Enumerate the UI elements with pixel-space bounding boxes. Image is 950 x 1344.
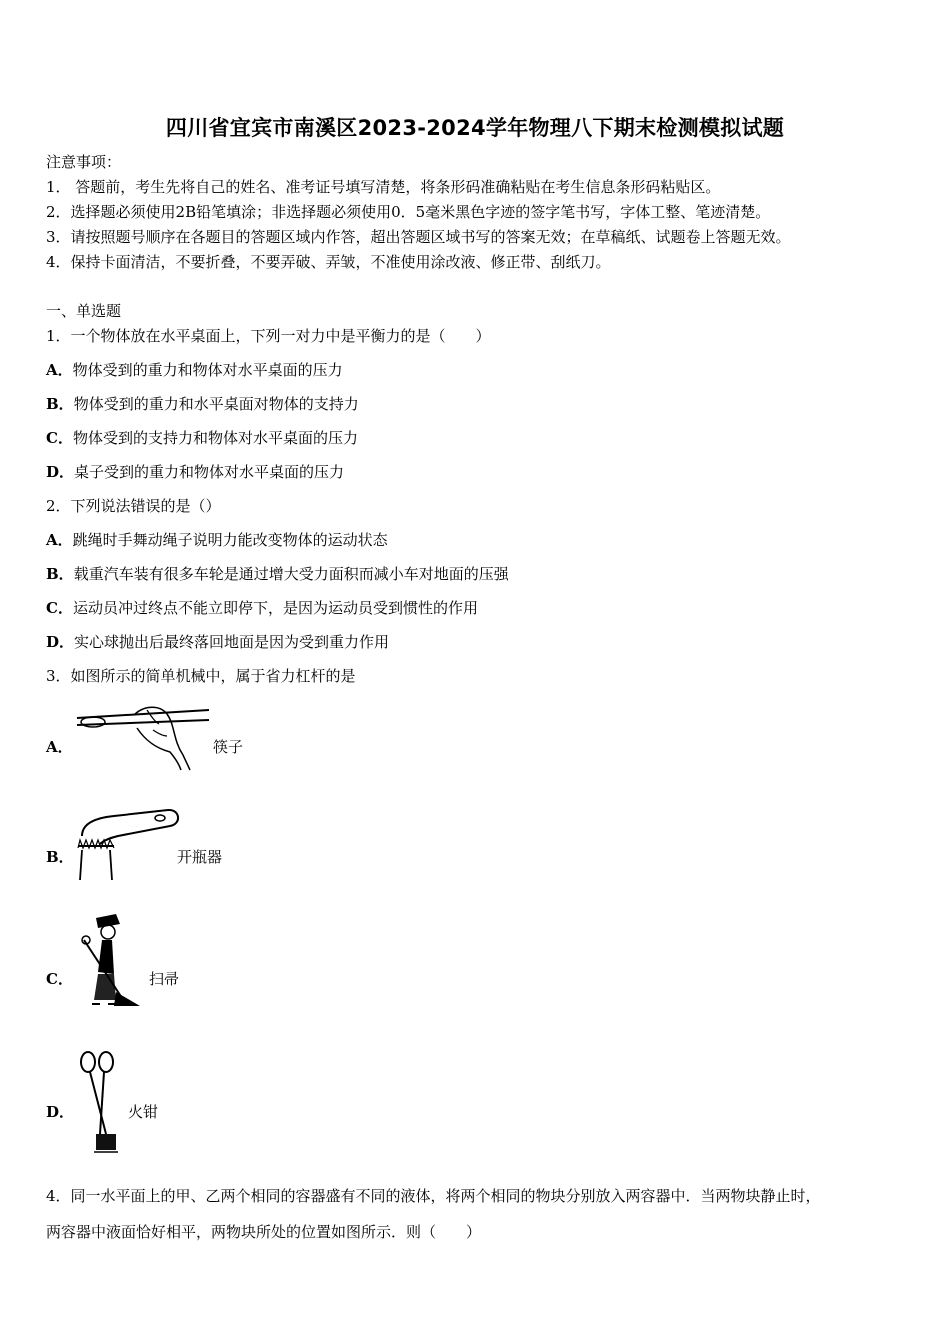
question-1-stem: 1．一个物体放在水平桌面上，下列一对力中是平衡力的是（ ） [46, 327, 491, 345]
option-label: A． [46, 531, 73, 549]
question-3-option-b-text: 开瓶器 [177, 848, 223, 866]
question-2-option-a [46, 529, 388, 550]
question-1-option-b [46, 393, 359, 414]
option-label: D． [46, 633, 75, 651]
question-3-option-d-label: D． [46, 1103, 75, 1121]
option-label: C． [46, 599, 73, 617]
option-label: D． [46, 463, 75, 481]
question-2-option-c [46, 597, 478, 618]
question-1-option-a [46, 359, 343, 380]
question-3-option-a-label: A． [46, 738, 73, 756]
fire-tongs-figure [76, 1050, 124, 1160]
option-text: 跳绳时手舞动绳子说明力能改变物体的运动状态 [72, 531, 388, 549]
question-2-option-d [46, 631, 389, 652]
question-3-stem: 3．如图所示的简单机械中，属于省力杠杆的是 [46, 667, 356, 685]
chopsticks-figure [75, 700, 215, 775]
question-3-option-b-label: B． [46, 848, 74, 866]
notice-item: 3．请按照题号顺序在各题目的答题区域内作答，超出答题区域书写的答案无效；在草稿纸、试题卷上答题无效。 [46, 228, 791, 246]
section-heading: 一、单选题 [46, 302, 122, 320]
question-4-stem-line-2: 两容器中液面恰好相平，两物块所处的位置如图所示．则（ ） [46, 1223, 482, 1241]
option-label: B． [46, 565, 74, 583]
option-text: 物体受到的重力和水平桌面对物体的支持力 [73, 395, 359, 413]
bottle-opener-figure [74, 806, 184, 882]
option-label: A． [46, 361, 73, 379]
question-3-option-c-text: 扫帚 [149, 970, 180, 988]
option-text: 运动员冲过终点不能立即停下，是因为运动员受到惯性的作用 [72, 599, 478, 617]
question-3-option-d-text: 火钳 [128, 1103, 159, 1121]
notice-item: 2．选择题必须使用2B铅笔填涂；非选择题必须使用0．5毫米黑色字迹的签字笔书写，字体工整、笔迹清楚。 [46, 203, 771, 221]
question-2-stem: 2．下列说法错误的是（） [46, 497, 221, 515]
option-label: B． [46, 395, 74, 413]
option-label: C． [46, 429, 73, 447]
question-3-option-c-label: C． [46, 970, 73, 988]
option-text: 物体受到的重力和物体对水平桌面的压力 [72, 361, 343, 379]
option-text: 物体受到的支持力和物体对水平桌面的压力 [72, 429, 358, 447]
option-text: 桌子受到的重力和物体对水平桌面的压力 [74, 463, 345, 481]
notice-item: 4．保持卡面清洁，不要折叠，不要弄破、弄皱，不准使用涂改液、修正带、刮纸刀。 [46, 253, 611, 271]
question-4-stem-line-1: 4．同一水平面上的甲、乙两个相同的容器盛有不同的液体，将两个相同的物块分别放入两容器中．当两物块静止时， [46, 1187, 821, 1205]
page-title: 四川省宜宾市南溪区2023-2024学年物理八下期末检测模拟试题 [165, 116, 785, 140]
notice-heading: 注意事项： [46, 153, 122, 171]
notice-item: 1． 答题前，考生先将自己的姓名、准考证号填写清楚，将条形码准确粘贴在考生信息条形码粘贴区。 [46, 178, 721, 196]
option-text: 实心球抛出后最终落回地面是因为受到重力作用 [74, 633, 390, 651]
question-1-option-d [46, 461, 344, 482]
broom-sweeper-figure [74, 912, 146, 1010]
question-1-option-c [46, 427, 358, 448]
question-3-option-a-text: 筷子 [213, 738, 244, 756]
question-2-option-b [46, 563, 509, 584]
option-text: 载重汽车装有很多车轮是通过增大受力面积而减小车对地面的压强 [73, 565, 509, 583]
